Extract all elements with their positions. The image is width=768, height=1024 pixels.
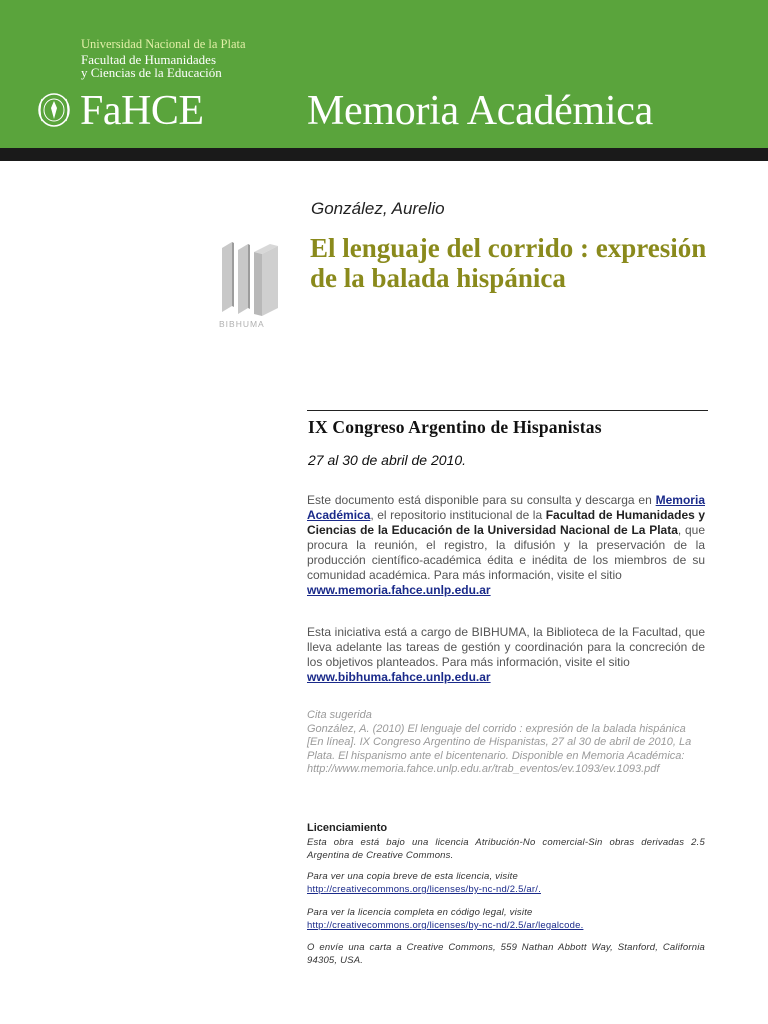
memoria-academica-link[interactable]: Memoria Académica [307, 493, 705, 522]
memoria-url-link[interactable]: www.memoria.fahce.unlp.edu.ar [307, 583, 491, 597]
title-divider [307, 410, 708, 411]
license-short-link[interactable]: http://creativecommons.org/licenses/by-nc-nd/2.5/ar/. [307, 884, 541, 895]
license-heading: Licenciamiento [307, 822, 388, 834]
faculty-name-line2: y Ciencias de la Educación [81, 65, 222, 80]
memoria-academica-brand: Memoria Académica [307, 88, 653, 134]
citation-text: González, A. (2010) El lenguaje del corrido : expresión de la balada hispánica [En línea]. IX Congreso Argentino de Hispanistas, 27 al 30 de abril de 2010, La Plata. El hispanismo ante el bicentenario. Disponible en Memoria Académica: [307, 722, 692, 762]
license-legal-code [307, 906, 705, 932]
university-seal-icon [36, 91, 72, 129]
university-name: Universidad Nacional de la Plata [81, 37, 246, 51]
availability-paragraph [307, 493, 705, 598]
initiative-text: Esta iniciativa está a cargo de BIBHUMA, la Biblioteca de la Facultad, que lleva adelante las tareas de gestión y coordinación para la concreción de los objetivos planteados. Para más información, visite el sitio [307, 625, 705, 669]
license-legal-text: Para ver la licencia completa en código legal, visite [307, 907, 533, 918]
bibhuma-logo-icon [218, 240, 284, 332]
license-mail-address: O envíe una carta a Creative Commons, 559 Nathan Abbott Way, Stanford, California 94305, USA. [307, 942, 705, 966]
license-short-copy [307, 870, 705, 896]
document-author: González, Aurelio [311, 199, 445, 218]
faculty-name-line1: Facultad de Humanidades [81, 52, 217, 67]
document-title: El lenguaje del corrido : expresión de la balada hispánica [310, 233, 707, 293]
bibhuma-url-link[interactable]: www.bibhuma.fahce.unlp.edu.ar [307, 670, 491, 684]
availability-intro: Este documento está disponible para su consulta y descarga en [307, 493, 652, 507]
fahce-brand: FaHCE [80, 88, 204, 134]
availability-rest: , que procura la reunión, el registro, la difusión y la preservación de la producción científico-académica édita e inédita de los miembros de su comunidad académica. Para más información, visite el sitio [307, 523, 705, 582]
header-banner [0, 0, 768, 148]
event-dates: 27 al 30 de abril de 2010. [308, 452, 467, 468]
initiative-paragraph [307, 625, 705, 685]
availability-mid: , el repositorio institucional de la [370, 508, 543, 522]
license-short-text: Para ver una copia breve de esta licencia, visite [307, 871, 518, 882]
license-statement: Esta obra está bajo una licencia Atribución-No comercial-Sin obras derivadas 2.5 Argentina de Creative Commons. [307, 837, 705, 861]
citation-label: Cita sugerida [307, 709, 372, 721]
header-divider-bar [0, 148, 768, 161]
citation-url: http://www.memoria.fahce.unlp.edu.ar/trab_eventos/ev.1093/ev.1093.pdf [307, 763, 660, 775]
institution-name: Facultad de Humanidades y Ciencias de la Educación de la Universidad Nacional de La Plata [307, 508, 705, 537]
bibhuma-logo-label: BIBHUMA [219, 319, 265, 329]
license-legal-link[interactable]: http://creativecommons.org/licenses/by-nc-nd/2.5/ar/legalcode. [307, 920, 584, 931]
event-name: IX Congreso Argentino de Hispanistas [308, 417, 602, 437]
suggested-citation [307, 709, 705, 777]
